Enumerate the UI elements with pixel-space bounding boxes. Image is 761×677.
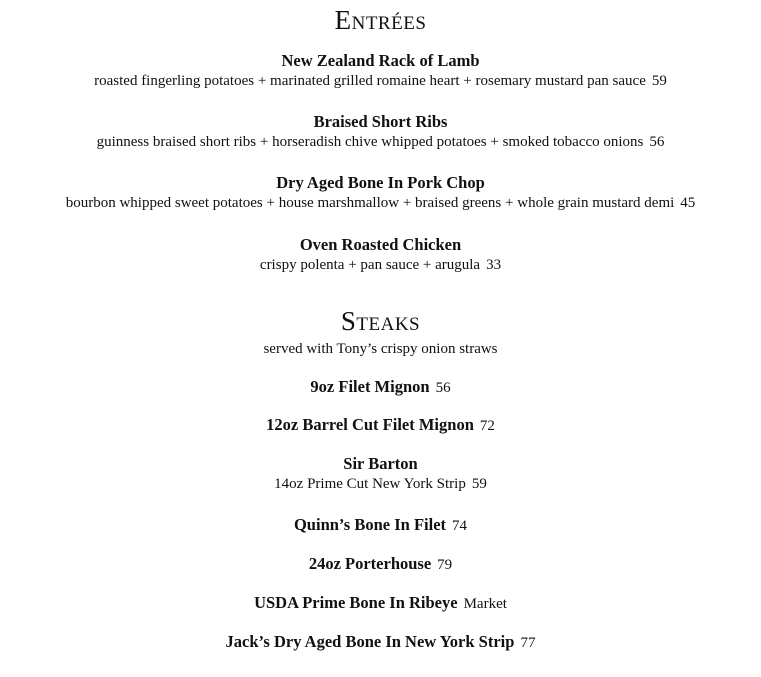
menu-item-lamb (0, 51, 761, 91)
item-price: 59 (471, 476, 487, 492)
menu-item-sir-barton (0, 454, 761, 494)
item-description: crispy polenta + pan sauce + arugula 33 (259, 257, 502, 273)
item-name: 24oz Porterhouse 79 (308, 554, 453, 573)
item-price: 74 (452, 518, 468, 534)
item-description: 14oz Prime Cut New York Strip 59 (274, 476, 487, 492)
menu-item-porterhouse (0, 554, 761, 575)
item-price: 45 (680, 195, 696, 211)
menu-item-bone-in-filet (0, 515, 761, 536)
steaks-heading: Steaks (340, 306, 421, 336)
item-name: Braised Short Ribs (313, 112, 448, 131)
item-price: 56 (649, 134, 665, 150)
entrees-heading: Entrées (334, 5, 427, 35)
item-name: Dry Aged Bone In Pork Chop (276, 173, 485, 192)
menu-item-pork-chop (0, 173, 761, 213)
item-name: Quinn’s Bone In Filet 74 (293, 515, 468, 534)
item-name: Jack’s Dry Aged Bone In New York Strip 77 (225, 632, 536, 651)
item-name: 12oz Barrel Cut Filet Mignon 72 (266, 415, 495, 434)
item-price: 33 (486, 257, 502, 273)
item-name: Sir Barton (343, 454, 418, 473)
item-price: Market (463, 596, 507, 612)
item-price: 59 (651, 73, 667, 89)
item-name: New Zealand Rack of Lamb (281, 51, 480, 70)
menu-item-chicken (0, 235, 761, 275)
menu-item-short-ribs (0, 112, 761, 152)
item-name: USDA Prime Bone In Ribeye Market (254, 593, 507, 612)
item-price: 72 (479, 418, 495, 434)
menu-item-barrel-cut (0, 415, 761, 436)
item-description: roasted fingerling potatoes + marinated grilled romaine heart + rosemary mustard pan sauce 59 (94, 73, 667, 89)
menu-item-ribeye (0, 593, 761, 614)
menu-item-ny-strip (0, 632, 761, 653)
item-price: 56 (435, 380, 451, 396)
menu-item-filet (0, 377, 761, 398)
item-name: 9oz Filet Mignon 56 (310, 377, 451, 396)
item-price: 79 (437, 557, 453, 573)
item-description: bourbon whipped sweet potatoes + house marshmallow + braised greens + whole grain mustard demi 45 (65, 195, 696, 211)
item-price: 77 (520, 635, 536, 651)
item-name: Oven Roasted Chicken (299, 235, 462, 254)
item-description: guinness braised short ribs + horseradish chive whipped potatoes + smoked tobacco onions 56 (96, 134, 665, 150)
steaks-subtitle: served with Tony’s crispy onion straws (263, 341, 498, 357)
